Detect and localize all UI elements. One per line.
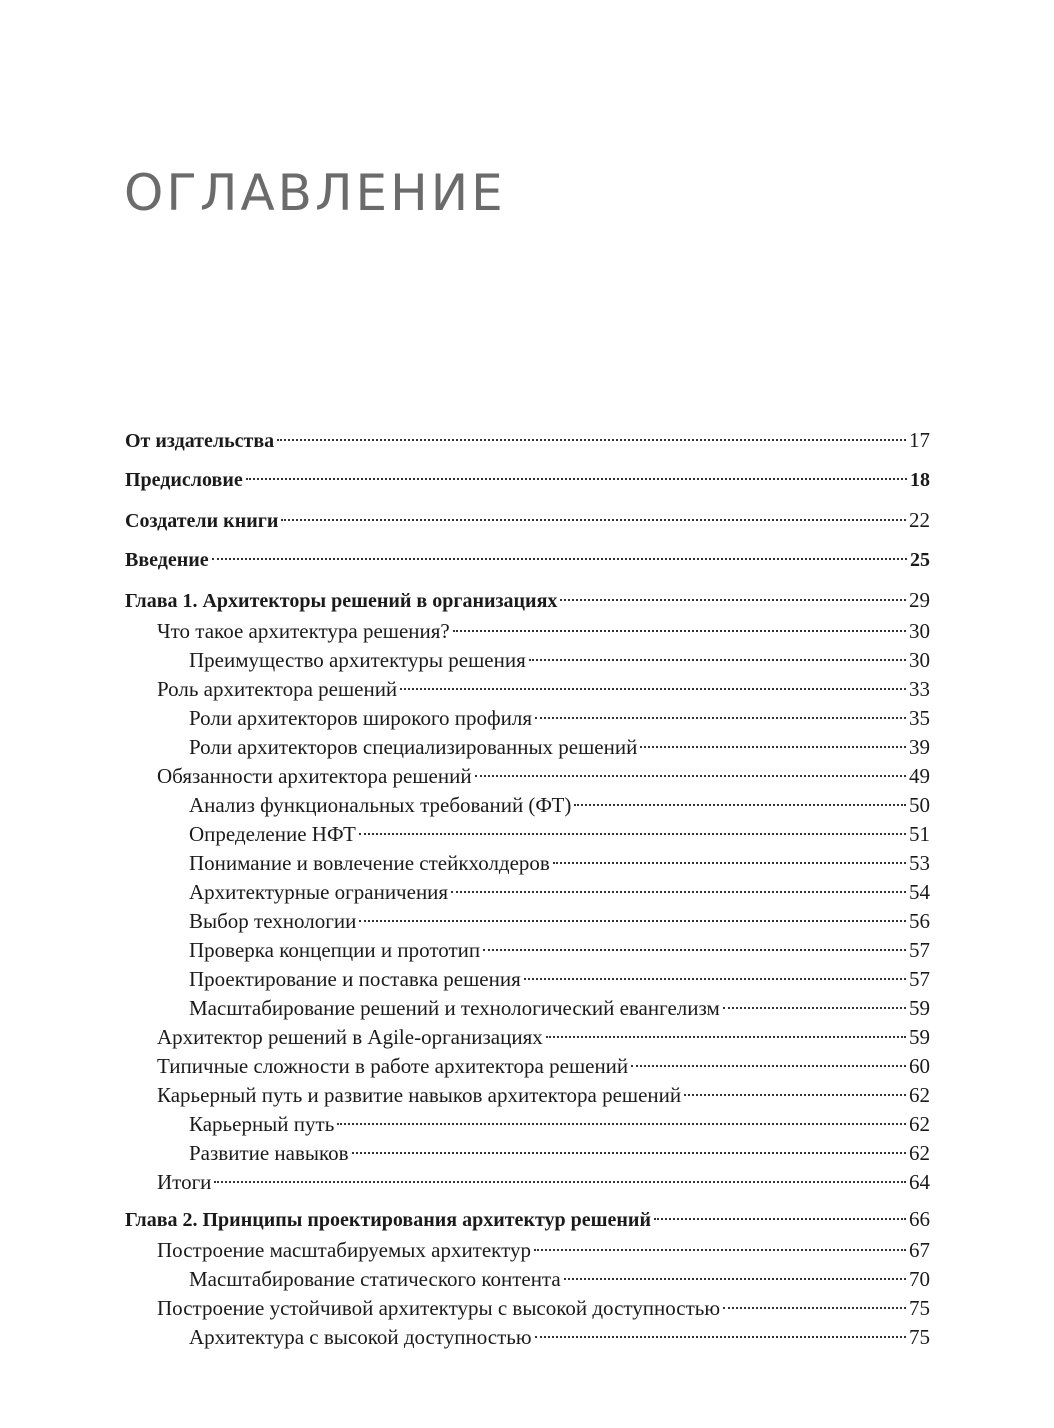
- dot-leader: [640, 746, 906, 748]
- toc-chapter[interactable]: [125, 1203, 930, 1236]
- toc-entry[interactable]: [125, 1139, 930, 1168]
- toc-entry[interactable]: [125, 994, 930, 1023]
- toc-entry-page: 17: [909, 428, 930, 452]
- toc-entry[interactable]: [125, 791, 930, 820]
- toc-entry[interactable]: [125, 820, 930, 849]
- toc-entry[interactable]: [125, 1265, 930, 1294]
- dot-leader: [560, 599, 906, 601]
- toc-entry-page: 33: [909, 677, 930, 701]
- toc-entry-title: Введение: [125, 549, 209, 571]
- toc-entry-page: 75: [909, 1296, 930, 1320]
- dot-leader: [574, 804, 906, 806]
- toc-entry[interactable]: [125, 675, 930, 704]
- toc-entry-title: Построение устойчивой архитектуры с высокой доступностью: [157, 1296, 721, 1320]
- toc-entry-title: Понимание и вовлечение стейкхолдеров: [189, 851, 550, 875]
- toc-entry[interactable]: [125, 733, 930, 762]
- toc-entry-title: Типичные сложности в работе архитектора решений: [157, 1054, 629, 1078]
- toc-entry-page: 49: [909, 764, 930, 788]
- toc-entry-title: Архитектурные ограничения: [189, 880, 449, 904]
- toc-entry-title: Выбор технологии: [189, 909, 357, 933]
- toc-entry[interactable]: [125, 1323, 930, 1352]
- toc-entry[interactable]: [125, 704, 930, 733]
- dot-leader: [214, 1181, 906, 1183]
- toc-entry-page: 53: [909, 851, 930, 875]
- toc-entry-page: 59: [909, 1025, 930, 1049]
- dot-leader: [483, 949, 906, 951]
- toc-entry-page: 30: [909, 648, 930, 672]
- dot-leader: [212, 558, 907, 560]
- toc-entry[interactable]: [125, 907, 930, 936]
- toc-entry[interactable]: [125, 1081, 930, 1110]
- toc-entry[interactable]: [125, 1236, 930, 1265]
- dot-leader: [534, 1249, 906, 1251]
- dot-leader: [684, 1094, 906, 1096]
- page-title: ОГЛАВЛЕНИЕ: [124, 164, 506, 222]
- toc-entry[interactable]: [125, 878, 930, 907]
- toc-entry-page: 39: [909, 735, 930, 759]
- table-of-contents: [125, 424, 930, 1352]
- toc-entry-title: Анализ функциональных требований (ФТ): [189, 793, 572, 817]
- toc-entry-page: 67: [909, 1238, 930, 1262]
- toc-entry[interactable]: [125, 1052, 930, 1081]
- toc-entry-title: Преимущество архитектуры решения: [189, 648, 526, 672]
- dot-leader: [535, 1336, 906, 1338]
- toc-entry-title: Карьерный путь: [189, 1112, 335, 1136]
- toc-entry-title: От издательства: [125, 430, 275, 452]
- dot-leader: [337, 1123, 906, 1125]
- toc-entry-page: 57: [909, 938, 930, 962]
- toc-entry-title: Роль архитектора решений: [157, 677, 398, 701]
- toc-entry-page: 59: [909, 996, 930, 1020]
- toc-entry-title: Карьерный путь и развитие навыков архитектора решений: [157, 1083, 682, 1107]
- dot-leader: [359, 833, 906, 835]
- toc-entry[interactable]: [125, 762, 930, 791]
- toc-entry-title: Что такое архитектура решения?: [157, 619, 450, 643]
- toc-entry-title: Масштабирование статического контента: [189, 1267, 561, 1291]
- toc-entry-page: 29: [909, 588, 930, 612]
- toc-entry-page: 54: [909, 880, 930, 904]
- toc-entry-title: Роли архитекторов широкого профиля: [189, 706, 533, 730]
- toc-entry[interactable]: [125, 646, 930, 675]
- toc-entry-title: Проверка концепции и прототип: [189, 938, 481, 962]
- toc-entry-page: 57: [909, 967, 930, 991]
- toc-entry-page: 22: [909, 508, 930, 532]
- toc-entry[interactable]: [125, 544, 930, 584]
- toc-entry-title: Роли архитекторов специализированных решений: [189, 735, 638, 759]
- toc-entry[interactable]: [125, 965, 930, 994]
- toc-entry-page: 25: [910, 549, 930, 571]
- toc-entry[interactable]: [125, 849, 930, 878]
- toc-entry-page: 56: [909, 909, 930, 933]
- toc-entry-title: Предисловие: [125, 469, 243, 491]
- dot-leader: [546, 1036, 906, 1038]
- toc-entry[interactable]: [125, 504, 930, 544]
- toc-entry-title: Глава 1. Архитекторы решений в организациях: [125, 590, 558, 612]
- toc-entry-page: 62: [909, 1083, 930, 1107]
- toc-entry[interactable]: [125, 1023, 930, 1052]
- dot-leader: [564, 1278, 906, 1280]
- toc-entry-page: 51: [909, 822, 930, 846]
- dot-leader: [475, 775, 906, 777]
- dot-leader: [281, 519, 906, 521]
- toc-entry[interactable]: [125, 464, 930, 504]
- dot-leader: [631, 1065, 906, 1067]
- toc-entry-title: Построение масштабируемых архитектур: [157, 1238, 532, 1262]
- toc-entry-title: Итоги: [157, 1170, 212, 1194]
- toc-entry-page: 60: [909, 1054, 930, 1078]
- toc-entry-page: 30: [909, 619, 930, 643]
- toc-entry[interactable]: [125, 424, 930, 464]
- dot-leader: [723, 1307, 906, 1309]
- toc-entry-title: Создатели книги: [125, 510, 279, 532]
- dot-leader: [524, 978, 906, 980]
- toc-entry-title: Обязанности архитектора решений: [157, 764, 472, 788]
- toc-entry-page: 18: [910, 469, 930, 491]
- toc-entry[interactable]: [125, 1294, 930, 1323]
- toc-entry-title: Проектирование и поставка решения: [189, 967, 521, 991]
- toc-entry-page: 64: [909, 1170, 930, 1194]
- toc-chapter[interactable]: [125, 584, 930, 617]
- toc-entry-title: Глава 2. Принципы проектирования архитектур решений: [125, 1209, 651, 1231]
- toc-entry-page: 62: [909, 1112, 930, 1136]
- toc-entry-title: Определение НФТ: [189, 822, 356, 846]
- toc-entry-title: Масштабирование решений и технологический евангелизм: [189, 996, 720, 1020]
- toc-entry-title: Развитие навыков: [189, 1141, 349, 1165]
- dot-leader: [277, 439, 906, 441]
- toc-entry-page: 75: [909, 1325, 930, 1349]
- toc-entry-page: 50: [909, 793, 930, 817]
- dot-leader: [352, 1152, 906, 1154]
- dot-leader: [654, 1218, 906, 1220]
- toc-entry-page: 35: [909, 706, 930, 730]
- toc-entry-page: 66: [909, 1207, 930, 1231]
- toc-entry-page: 62: [909, 1141, 930, 1165]
- toc-entry[interactable]: [125, 936, 930, 965]
- dot-leader: [246, 478, 907, 480]
- dot-leader: [553, 862, 906, 864]
- dot-leader: [400, 688, 906, 690]
- toc-entry-title: Архитектура с высокой доступностью: [189, 1325, 532, 1349]
- toc-entry[interactable]: [125, 617, 930, 646]
- dot-leader: [453, 630, 906, 632]
- toc-entry-page: 70: [909, 1267, 930, 1291]
- dot-leader: [359, 920, 906, 922]
- toc-entry[interactable]: [125, 1110, 930, 1139]
- toc-entry[interactable]: [125, 1168, 930, 1197]
- dot-leader: [529, 659, 906, 661]
- dot-leader: [535, 717, 906, 719]
- dot-leader: [723, 1007, 906, 1009]
- dot-leader: [451, 891, 906, 893]
- toc-entry-title: Архитектор решений в Agile-организациях: [157, 1025, 543, 1049]
